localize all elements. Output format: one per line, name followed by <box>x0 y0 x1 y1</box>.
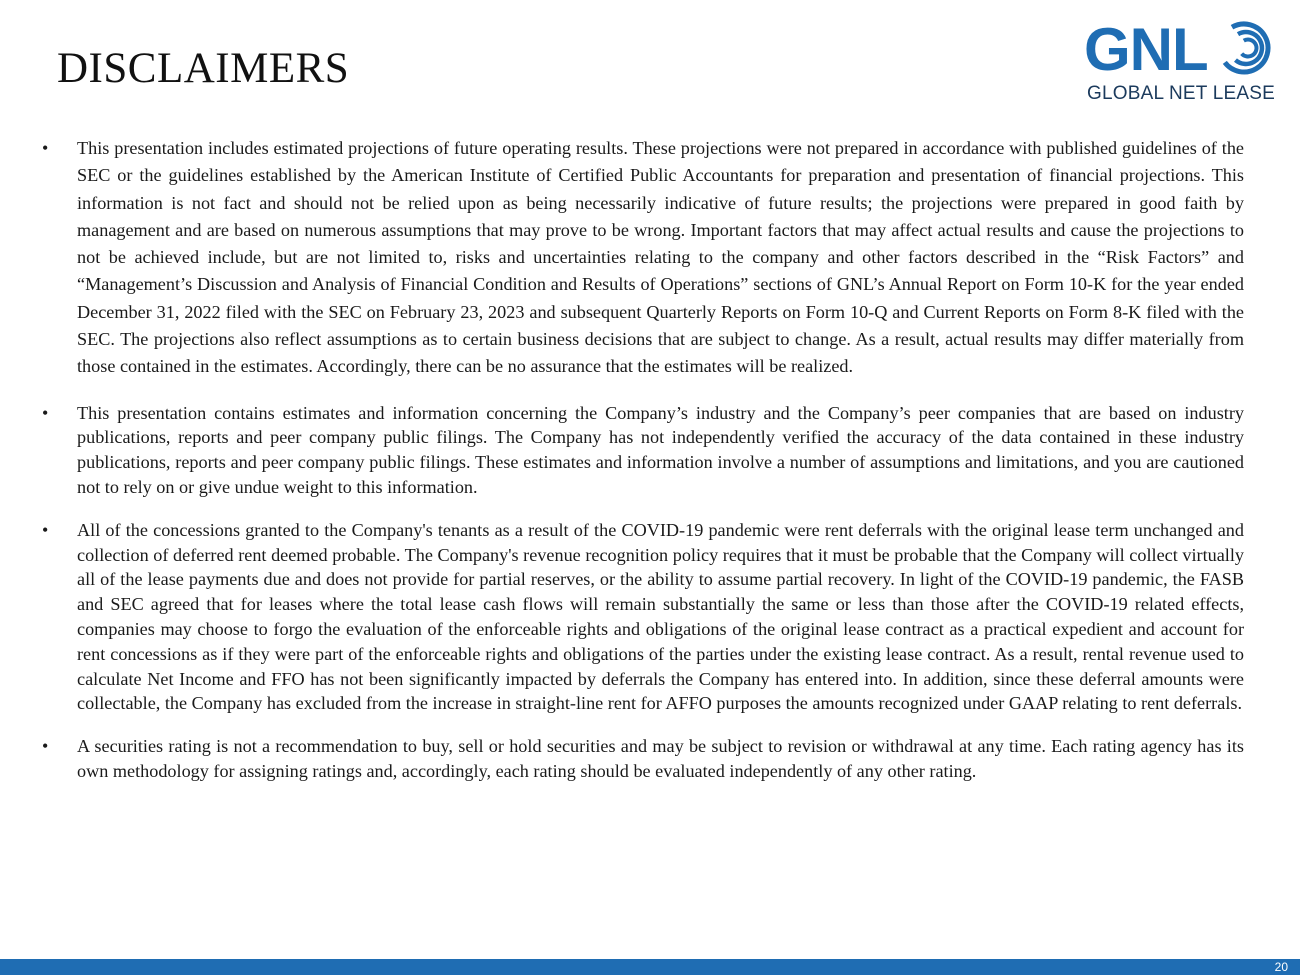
bullet-marker: • <box>42 519 49 540</box>
company-logo <box>1084 16 1276 106</box>
bullet-marker: • <box>42 736 49 757</box>
logo-subtitle: GLOBAL NET LEASE <box>1087 83 1276 104</box>
disclaimer-text: This presentation includes estimated projections of future operating results. These projections were not prepared in accordance with published guidelines of the SEC or the guidelines established by the American Institute of Certified Public Accountants for preparation and presentation of financial projections. This information is not fact and should not be relied upon as being necessarily indicative of future results; the projections were prepared in good faith by management and are based on numerous assumptions that may prove to be wrong. Important factors that may affect actual results and cause the projections to not be achieved include, but are not limited to, risks and uncertainties relating to the company and other factors described in the “Risk Factors” and “Management’s Discussion and Analysis of Financial Condition and Results of Operations” sections of GNL’s Annual Report on Form 10-K for the year ended December 31, 2022 filed with the SEC on February 23, 2023 and subsequent Quarterly Reports on Form 10-Q and Current Reports on Form 8-K filed with the SEC. The projections also reflect assumptions as to certain business decisions that are subject to change. As a result, actual results may differ materially from those contained in the estimates. Accordingly, there can be no assurance that the estimates will be realized. <box>77 138 1244 377</box>
disclaimer-securities-rating <box>38 734 1244 784</box>
swirl-logo-icon <box>1216 20 1272 76</box>
disclaimer-text: This presentation contains estimates and information concerning the Company’s industry and the Company’s peer companies that are based on industry publications, reports and peer company public filings. The Company has not independently verified the accuracy of the data contained in these industry publications, reports and peer company public filings. These estimates and information involve a number of assumptions and limitations, and you are cautioned not to rely on or give undue weight to this information. <box>77 402 1244 498</box>
page-number: 20 <box>1274 960 1288 974</box>
bullet-marker: • <box>42 138 49 158</box>
disclaimer-covid-deferrals <box>38 518 1244 716</box>
disclaimer-industry-data <box>38 401 1244 500</box>
bullet-marker: • <box>42 402 49 423</box>
disclaimer-list <box>38 135 1244 802</box>
footer-bar <box>0 959 1300 975</box>
logo-wordmark: GNL <box>1084 16 1208 83</box>
page-title: DISCLAIMERS <box>57 45 350 92</box>
disclaimer-text: A securities rating is not a recommendation to buy, sell or hold securities and may be subject to revision or withdrawal at any time. Each rating agency has its own methodology for assigning ratings and, accordingly, each rating should be evaluated independently of any other rating. <box>77 736 1244 782</box>
disclaimer-text: All of the concessions granted to the Company's tenants as a result of the COVID-19 pandemic were rent deferrals with the original lease term unchanged and collection of deferred rent deemed probable. The Company's revenue recognition policy requires that it must be probable that the Company will collect virtually all of the lease payments due and does not provide for partial reserves, or the ability to assume partial recovery. In light of the COVID-19 pandemic, the FASB and SEC agreed that for leases where the total lease cash flows will remain substantially the same or less than those after the COVID-19 related effects, companies may choose to forgo the evaluation of the enforceable rights and obligations of the original lease contract as a practical expedient and account for rent concessions as if they were part of the enforceable rights and obligations of the parties under the existing lease contract. As a result, rental revenue used to calculate Net Income and FFO has not been significantly impacted by deferrals the Company has entered into. In addition, since these deferral amounts were collectable, the Company has excluded from the increase in straight-line rent for AFFO purposes the amounts recognized under GAAP relating to rent deferrals. <box>77 519 1244 714</box>
disclaimer-projections <box>38 135 1244 381</box>
